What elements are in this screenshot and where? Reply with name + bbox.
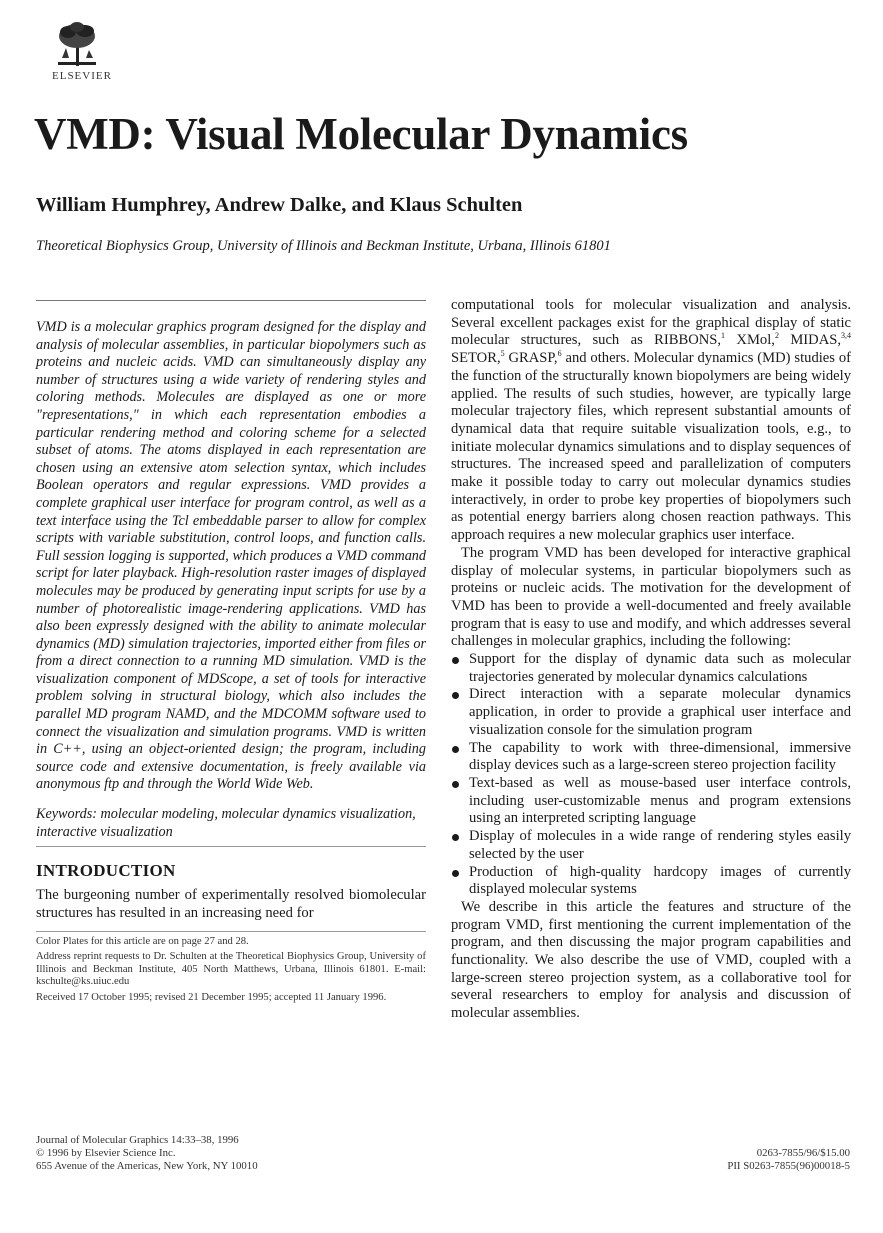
author-list: William Humphrey, Andrew Dalke, and Klaus Schulten [36, 194, 523, 216]
text-fragment: computational tools for molecular visualization and analysis. Several excellent packages exist for the graphical display of static molecular structures, such as RIBBONS, [451, 297, 851, 349]
feature-list [451, 651, 851, 899]
bullet-icon [452, 870, 459, 877]
pii: PII S0263-7855(96)00018-5 [727, 1160, 850, 1172]
list-item [451, 651, 851, 686]
list-item-text: Support for the display of dynamic data such as molecular trajectories generated by molecular dynamics calculations [469, 651, 851, 685]
keywords: Keywords: molecular modeling, molecular dynamics visualization, interactive visualization [36, 806, 416, 840]
citation-ref: 3,4 [841, 331, 851, 341]
list-item [451, 775, 851, 828]
footnote-rule [36, 931, 426, 932]
list-item-text: Text-based as well as mouse-based user interface controls, including user-customizable menus and program extensions using an interpreted scripting language [469, 774, 851, 827]
bullet-icon [452, 657, 459, 664]
bullet-icon [452, 746, 459, 753]
list-item-text: Production of high-quality hardcopy images of currently displayed molecular systems [469, 863, 851, 898]
paragraph-vmd-motivation: The program VMD has been developed for interactive graphical display of molecular systems, in particular biopolymers such as proteins or nucleic acids. The motivation for the development of VMD has been to provide a well-documented and freely available program that is easy to use and modify, and which addresses several challenges in molecular graphics, including the following: [451, 544, 851, 650]
footnote-plates: Color Plates for this article are on page 27 and 28. [36, 935, 249, 947]
text-fragment: MIDAS, [778, 332, 841, 349]
keywords-rule [36, 846, 426, 847]
footnote-received: Received 17 October 1995; revised 21 December 1995; accepted 11 January 1996. [36, 992, 387, 1003]
paper-title: VMD: Visual Molecular Dynamics [34, 109, 688, 159]
list-item [451, 828, 851, 863]
right-column [451, 297, 851, 1023]
citation-ref: 1 [721, 331, 726, 341]
abstract-top-rule [36, 300, 426, 301]
publisher-name: ELSEVIER [52, 70, 112, 82]
citation-ref: 2 [774, 331, 779, 341]
publisher-address: 655 Avenue of the Americas, New York, NY 10010 [36, 1160, 258, 1172]
right-body-end [451, 899, 851, 1023]
footnote-address: Address reprint requests to Dr. Schulten at the Theoretical Biophysics Group, University of Illinois and Beckman Institute, 405 North Matthews, Urbana, Illinois 61801. E-mail: kschulte@ks.uiuc.edu [36, 951, 426, 988]
list-item [451, 740, 851, 775]
text-fragment: and others. Molecular dynamics (MD) studies of the function of the structurally known biopolymers are being widely applied. The results of such studies, however, are typically large molecular trajectory files, which represent substantial amounts of dynamical data that require suitable visualization tools, e.g., to initiate molecular dynamics simulations and to display sequences of structures. The increased speed and parallelization of computers make it possible today to carry out molecular dynamics studies interactively, in order to probe key properties of biopolymers such as potential energy barriers along chosen reaction pathways. This approach requires a new molecular graphics user interface. [451, 350, 851, 544]
intro-paragraph: The burgeoning number of experimentally resolved biomolecular structures has resulted in an increasing need for [36, 887, 426, 921]
section-heading-introduction: INTRODUCTION [36, 861, 176, 881]
text-fragment: XMol, [725, 332, 775, 349]
journal-citation: Journal of Molecular Graphics 14:33–38, 1996 [36, 1134, 239, 1146]
list-item-text: Display of molecules in a wide range of rendering styles easily selected by the user [469, 828, 851, 862]
issn-price: 0263-7855/96/$15.00 [756, 1147, 850, 1159]
abstract: VMD is a molecular graphics program designed for the display and analysis of molecular assemblies, in particular biopolymers such as proteins and nucleic acids. VMD can simultaneously display any number of structures using a wide variety of rendering styles and coloring methods. Molecules are displayed as one or more "representations," in which each representation embodies a particular rendering method and coloring scheme for a selected subset of atoms. The atoms displayed in each representation are chosen using an extensive atom selection syntax, which includes Boolean operators and regular expressions. VMD provides a complete graphical user interface for program control, as well as a text interface using the Tcl embeddable parser to allow for complex scripts with variable substitution, control loops, and function calls. Full session logging is supported, which produces a VMD command script for later playback. High-resolution raster images of displayed molecules may be produced by generating input scripts for use by a number of photorealistic image-rendering applications. VMD has also been expressly designed with the ability to animate molecular dynamics (MD) simulation trajectories, imported either from files or from a direct connection to a running MD simulation. VMD is the visualization component of MDScope, a set of tools for interactive problem solving in structural biology, which also includes the parallel MD program NAMD, and the MDCOMM software used to connect the visualization and simulation programs. VMD is written in C++, using an object-oriented design; the program, including source code and extensive documentation, is freely available via anonymous ftp and through the World Wide Web. [36, 319, 426, 793]
text-fragment: GRASP, [504, 350, 558, 367]
journal-footer [36, 1134, 258, 1173]
bullet-icon [452, 781, 459, 788]
list-item-text: The capability to work with three-dimensional, immersive display devices such as a large-screen stereo projection facility [469, 739, 851, 774]
list-item [451, 864, 851, 899]
bullet-icon [452, 692, 459, 699]
left-column [36, 300, 426, 1008]
citation-ref: 5 [500, 349, 505, 359]
text-fragment: SETOR, [451, 350, 501, 367]
affiliation: Theoretical Biophysics Group, University of Illinois and Beckman Institute, Urbana, Illinois 61801 [36, 238, 611, 254]
paragraph-tools [451, 297, 851, 545]
list-item [451, 686, 851, 739]
right-body [451, 297, 851, 651]
copyright: © 1996 by Elsevier Science Inc. [36, 1147, 176, 1159]
citation-ref: 6 [557, 349, 562, 359]
list-item-text: Direct interaction with a separate molecular dynamics application, in order to provide a graphical user interface and visualization console for the simulation program [469, 686, 851, 738]
footnotes [36, 936, 426, 1005]
elsevier-tree-icon [52, 18, 102, 68]
bullet-icon [452, 834, 459, 841]
paragraph-article-outline: We describe in this article the features and structure of the program VMD, first mentioning the current implementation of the program, and then discussing the major program capabilities and functionality. We also describe the use of VMD, coupled with a large-screen stereo projection system, as a collaborative tool for several researchers to employ for analysis and discussion of molecular assemblies. [451, 898, 851, 1022]
article-identifiers [727, 1147, 850, 1173]
publisher-logo [52, 18, 132, 88]
